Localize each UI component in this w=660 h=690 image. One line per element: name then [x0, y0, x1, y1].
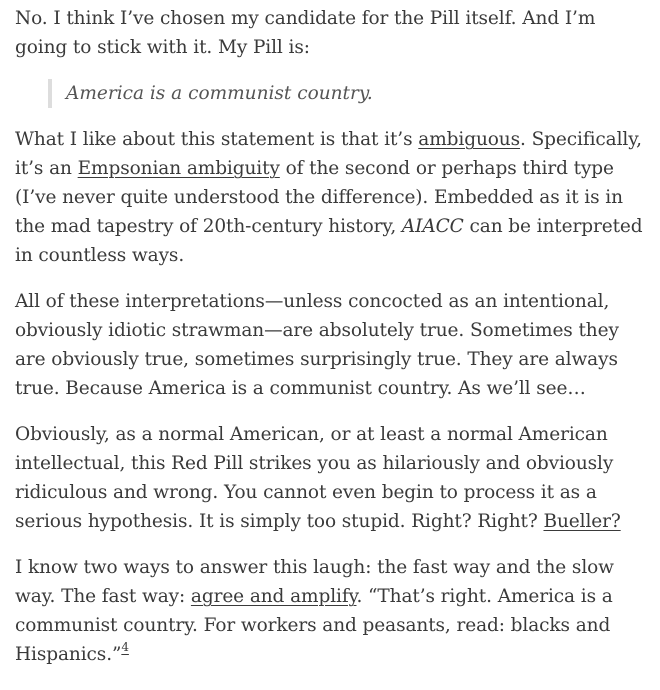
link-bueller[interactable]: Bueller?	[543, 511, 621, 532]
paragraph-text: . “That’s right. America is a communist country. For workers and peasants, read: blacks and Hispanics.”	[15, 586, 613, 665]
paragraph-interpretations	[15, 287, 645, 403]
paragraph-text: I know two ways to answer this laugh: the fast way and the slow way. The fast way:	[15, 557, 614, 607]
paragraph-text: Obviously, as a normal American, or at least a normal American intellectual, this Red Pill strikes you as hilariously and obviously ridiculous and wrong. You cannot even begin to process it as a serious hypothesis. It is simply too stupid. Right? Right?	[15, 424, 614, 532]
paragraph-pill-intro	[15, 4, 645, 62]
blockquote-text: America is a communist country.	[66, 83, 373, 104]
link-empsonian-ambiguity[interactable]: Empsonian ambiguity	[77, 158, 280, 179]
link-ambiguous[interactable]: ambiguous	[418, 129, 521, 150]
paragraph-text: can be interpreted in countless ways.	[15, 216, 643, 266]
acronym-aiacc: AIACC	[401, 216, 464, 237]
paragraph-text: What I like about this statement is that it’s	[15, 129, 419, 150]
paragraph-text: . Specifically, it’s an	[15, 129, 642, 179]
paragraph-text: All of these interpretations—unless concocted as an intentional, obviously idiotic strawman—are absolutely true. Sometimes they are obviously true, sometimes surprisingly true. They are always true. Because America is a communist country. As we’ll see…	[15, 291, 619, 399]
blockquote	[48, 79, 645, 108]
footnote-link[interactable]: 4	[121, 639, 129, 654]
link-agree-and-amplify[interactable]: agree and amplify	[190, 586, 357, 607]
paragraph-text: of the second or perhaps third type (I’ve never quite understood the difference). Embedded as it is in the mad tapestry of 20th-century history,	[15, 158, 623, 237]
paragraph-ambiguity	[15, 125, 645, 270]
article-body	[15, 4, 645, 686]
paragraph-text: No. I think I’ve chosen my candidate for the Pill itself. And I’m going to stick with it. My Pill is:	[15, 8, 596, 58]
paragraph-answer	[15, 553, 645, 669]
paragraph-red-pill	[15, 420, 645, 536]
